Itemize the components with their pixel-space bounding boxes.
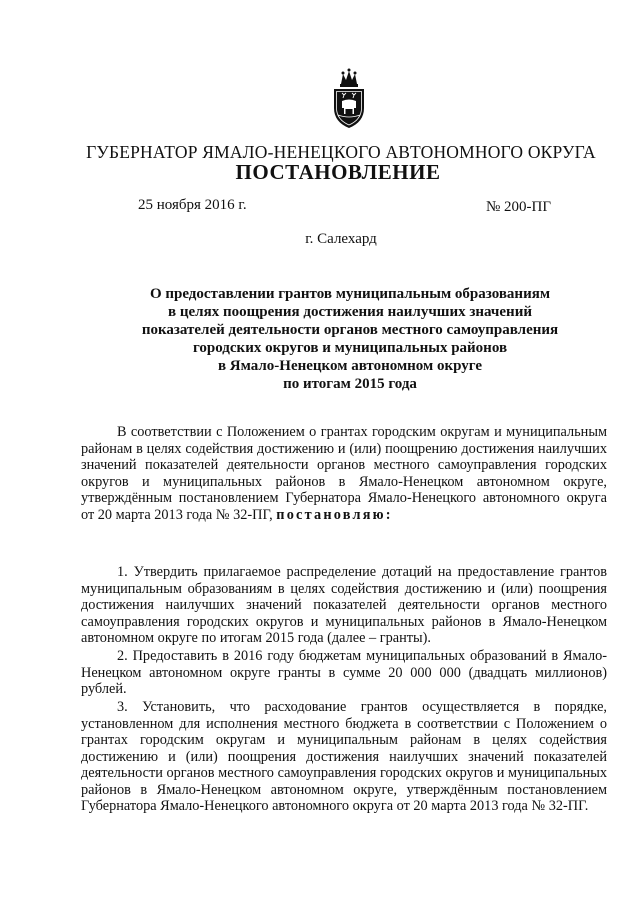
title-line: показателей деятельности органов местного самоуправления bbox=[141, 322, 559, 338]
resolve-word: постановляю: bbox=[276, 506, 393, 523]
title-line: О предоставлении грантов муниципальным образованиям bbox=[149, 286, 551, 302]
clause-3: 3. Установить, что расходование грантов осуществляется в порядке, установленном для исполнения местного бюджета в соответствии с Положением о грантах городским округам и муниципальным районам в целях содействия достижению и (или) поощрения достижения наилучших значений показателей деятельности органов местного самоуправления городских округов и муниципальных районов в Ямало-Ненецком автономном округе, утверждённым постановлением Губернатора Ямало-Ненецкого автономного округа от 20 марта 2013 года № 32-ПГ. bbox=[81, 699, 607, 814]
preamble-text: В соответствии с Положением о грантах городским округам и муниципальным районам в целях содействия достижению и (или) поощрению достижения наилучших значений показателей деятельности органов местного самоуправления городских округов и муниципальных районов в Ямало-Ненецком автономном округе, утверждённым постановлением Губернатора Ямало-Ненецкого автономного округа от 20 марта 2013 года № 32-ПГ, bbox=[81, 424, 607, 523]
coat-of-arms-emblem-icon bbox=[332, 68, 366, 130]
title-line: по итогам 2015 года bbox=[283, 376, 417, 392]
document-city: г. Салехард bbox=[305, 231, 377, 247]
title-line: в Ямало-Ненецком автономном округе bbox=[217, 358, 483, 374]
document-type-heading: ПОСТАНОВЛЕНИЕ bbox=[235, 160, 441, 184]
title-line: городских округов и муниципальных районов bbox=[192, 340, 508, 356]
preamble-paragraph bbox=[81, 424, 607, 523]
title-line: в целях поощрения достижения наилучших значений bbox=[168, 304, 532, 320]
clause-1: 1. Утвердить прилагаемое распределение дотаций на предоставление грантов муниципальным образованиям в целях содействия достижению и (или) поощрения достижения наилучших значений показателей деятельности органов местного самоуправления городских округов и муниципальных районов в Ямало-Ненецком автономном округе по итогам 2015 года (далее – гранты). bbox=[81, 564, 607, 646]
issuing-authority: ГУБЕРНАТОР ЯМАЛО-НЕНЕЦКОГО АВТОНОМНОГО ОКРУГА bbox=[86, 142, 596, 162]
document-date: 25 ноября 2016 г. bbox=[138, 197, 247, 213]
document-number: № 200-ПГ bbox=[486, 199, 552, 215]
document-title bbox=[80, 285, 620, 393]
clause-2: 2. Предоставить в 2016 году бюджетам муниципальных образований в Ямало-Ненецком автономном округе гранты в сумме 20 000 000 (двадцать миллионов) рублей. bbox=[81, 648, 607, 697]
